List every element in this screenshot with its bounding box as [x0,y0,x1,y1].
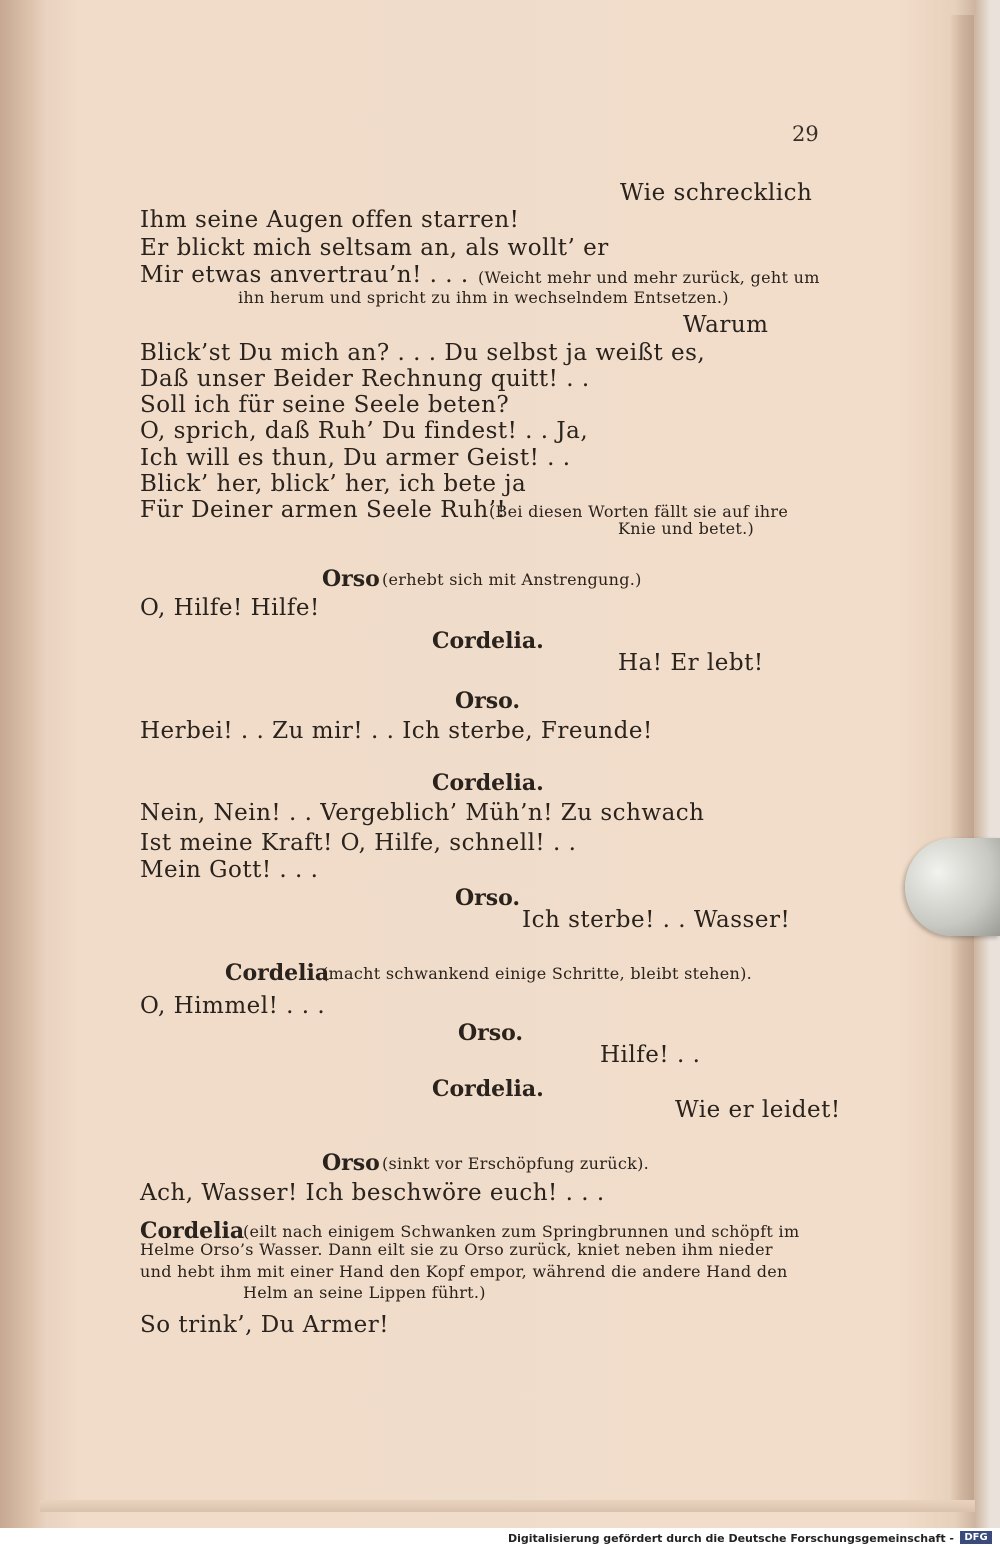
text-line: Ich sterbe! . . Wasser! [522,907,791,933]
text-line: Wie er leidet! [675,1097,841,1123]
text-line: Daß unser Beider Rechnung quitt! . . [140,366,590,392]
text-line: Warum [683,312,769,338]
speaker-name: Orso [322,566,380,592]
text-line: Nein, Nein! . . Vergeblich’ Müh’n! Zu schwach [140,800,705,826]
stage-direction: (erhebt sich mit Anstrengung.) [382,570,642,589]
text-line: Mein Gott! . . . [140,857,319,883]
page-edge-right [950,15,974,1510]
stage-direction: (Weicht mehr und mehr zurück, geht um [478,268,820,287]
text-line: O, sprich, daß Ruh’ Du findest! . . Ja, [140,418,589,444]
text-line: Soll ich für seine Seele beten? [140,392,510,418]
page-number: 29 [792,122,819,146]
text-line: Knie und betet.) [618,519,755,538]
speaker-name: Orso. [455,688,521,714]
text-line: Für Deiner armen Seele Ruh’! [140,497,507,523]
text-line: ihn herum und spricht zu ihm in wechselndem Entsetzen.) [238,288,729,307]
text-line: Hilfe! . . [600,1042,701,1068]
text-line: O, Himmel! . . . [140,993,326,1019]
text-line: Helme Orso’s Wasser. Dann eilt sie zu Orso zurück, kniet neben ihm nieder [140,1240,773,1259]
text-line: und hebt ihm mit einer Hand den Kopf empor, während die andere Hand den [140,1262,788,1281]
speaker-name: Cordelia. [432,628,544,654]
stage-direction: (eilt nach einigem Schwanken zum Springbrunnen und schöpft im [243,1222,800,1241]
dfg-logo: DFG [960,1531,992,1544]
text-line: Helm an seine Lippen führt.) [243,1283,486,1302]
speaker-name: Cordelia [140,1218,245,1244]
text-line: Herbei! . . Zu mir! . . Ich sterbe, Freunde! [140,718,653,744]
speaker-name: Cordelia. [432,1076,544,1102]
stage-direction: (sinkt vor Erschöpfung zurück). [382,1154,650,1173]
text-line: Mir etwas anvertrau’n! . . . [140,262,469,288]
text-line: Ich will es thun, Du armer Geist! . . [140,445,571,471]
stage-direction: (macht schwankend einige Schritte, bleibt stehen). [322,964,753,983]
speaker-name: Cordelia [225,960,330,986]
funding-notice: Digitalisierung gefördert durch die Deutsche Forschungsgemeinschaft - [507,1532,954,1545]
page-tab-marker [905,838,1000,936]
speaker-name: Orso. [458,1020,524,1046]
text-line: Wie schrecklich [620,180,813,206]
page-edge-bottom [40,1500,975,1512]
text-line: O, Hilfe! Hilfe! [140,595,320,621]
text-line: Er blickt mich seltsam an, als wollt’ er [140,235,609,261]
text-line: Ach, Wasser! Ich beschwöre euch! . . . [140,1180,605,1206]
text-line: Ist meine Kraft! O, Hilfe, schnell! . . [140,830,577,856]
stage-direction: (Bei diesen Worten fällt sie auf ihre [489,502,789,521]
text-line: Ha! Er lebt! [618,650,764,676]
text-line: So trink’, Du Armer! [140,1312,390,1338]
book-binding [0,0,48,1528]
speaker-name: Orso [322,1150,380,1176]
text-line: Blick’st Du mich an? . . . Du selbst ja weißt es, [140,340,706,366]
text-line: Blick’ her, blick’ her, ich bete ja [140,471,527,497]
speaker-name: Cordelia. [432,770,544,796]
text-line: Ihm seine Augen offen starren! [140,207,520,233]
speaker-name: Orso. [455,885,521,911]
